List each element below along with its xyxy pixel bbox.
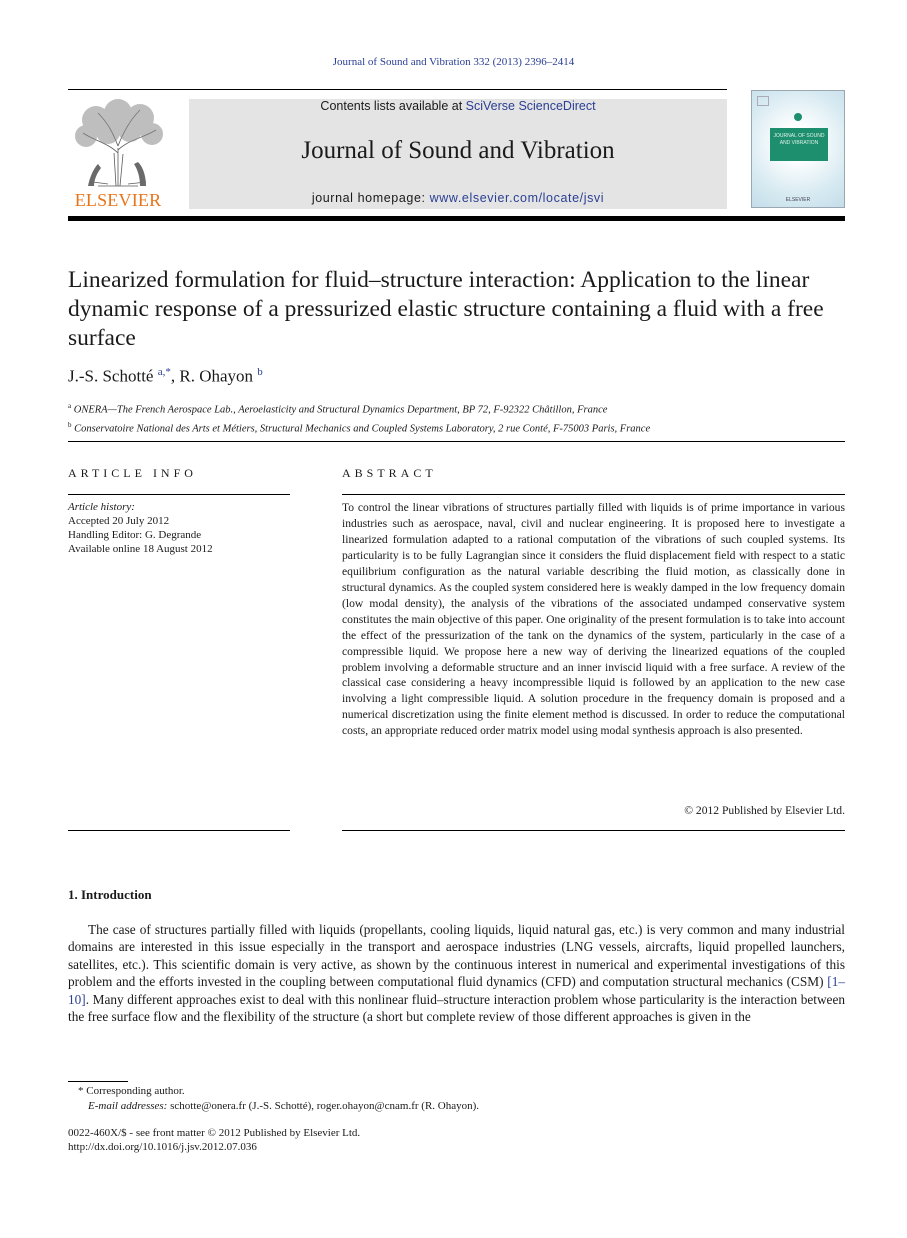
cover-corner-mark	[757, 96, 769, 106]
online-date: Available online 18 August 2012	[68, 543, 213, 555]
article-title: Linearized formulation for fluid–structure interaction: Application to the linear dynamic response of a pressurized elastic structure containing a fluid with a free surface	[68, 267, 824, 351]
section-heading-introduction: 1. Introduction	[68, 887, 152, 902]
footnote-rule	[68, 1081, 128, 1082]
homepage-prefix: journal homepage:	[311, 191, 430, 205]
author-affiliation-mark[interactable]: a,*	[157, 366, 171, 378]
article-history	[68, 500, 290, 556]
introduction-body	[68, 921, 845, 1025]
publisher-name: ELSEVIER	[74, 190, 162, 210]
affiliation-text: ONERA—The French Aerospace Lab., Aeroelasticity and Structural Dynamics Department, BP 72, F-92322 Châtillon, France	[73, 404, 608, 416]
affiliation-mark: a	[68, 402, 72, 410]
title-block-rule	[68, 441, 845, 442]
citation-link[interactable]: [1–10]	[68, 974, 845, 1007]
affiliation-item	[68, 418, 650, 437]
masthead-thick-rule	[68, 216, 845, 221]
author-name[interactable]: R. Ohayon	[179, 366, 254, 386]
journal-cover-image[interactable]	[751, 90, 845, 208]
handling-editor: Handling Editor: G. Degrande	[68, 529, 202, 541]
journal-title: Journal of Sound and Vibration	[301, 137, 615, 164]
corresponding-author-note: * Corresponding author.	[78, 1085, 185, 1097]
cover-title-block: JOURNAL OF SOUND AND VIBRATION	[770, 128, 828, 161]
header-rule	[68, 89, 727, 90]
homepage-link[interactable]: www.elsevier.com/locate/jsvi	[429, 191, 605, 205]
article-info-heading: ARTICLE INFO	[68, 466, 197, 480]
elsevier-tree-icon	[68, 98, 168, 190]
abstract-body: To control the linear vibrations of structures partially filled with liquids is of prime importance in various industries such as aerospace, naval, civil and nuclear engineering. It is proposed here to investigate a linearized formulation adapted to a rational computation of the vibrations of such coupled systems. Its particularity is to be fully Lagrangian since it considers the fluid displacement field with respect to a static equilibrium configuration as the natural variable describing the fluid motion, as classically done in structural dynamics. As the coupled system considered here is weakly damped in the low frequency domain (low modal density), the analysis of the vibrations of the associated undamped conservative system constitutes the main objective of this paper. One originality of the present formulation is to take into account the effect of the pressurization of the tank on the dynamics of the system, particularly in the case of a compressible liquid. We propose here a new way of deriving the linearized equations of the coupled problem involving a deformable structure and an inner inviscid liquid with a free surface. A review of the classical case considering a heavy incompressible liquid is followed by an application to the new case involving a light compressible liquid. A solution procedure in the frequency domain is proposed and a numerical discretization using the finite element method is discussed. In order to reduce the computational costs, an appropriate reduced order matrix model using modal synthesis approach is also presented.	[342, 501, 845, 738]
author-name[interactable]: J.-S. Schotté	[68, 366, 154, 386]
front-matter	[68, 1126, 360, 1154]
accepted-date: Accepted 20 July 2012	[68, 515, 170, 527]
abstract-copyright: © 2012 Published by Elsevier Ltd.	[684, 804, 845, 817]
contents-line	[189, 99, 727, 113]
history-label: Article history:	[68, 501, 135, 513]
intro-text-after-ref: . Many different approaches exist to deal with this nonlinear fluid–structure interaction problem whose particularity is the interaction between the free surface flow and the flexibility of the structure (a short but complete review of those different approaches is given in the	[68, 991, 845, 1025]
sciencedirect-link[interactable]: SciVerse ScienceDirect	[465, 99, 596, 113]
publisher-logo[interactable]	[68, 98, 168, 210]
contents-prefix: Contents lists available at	[320, 99, 466, 113]
cover-publisher: ELSEVIER	[785, 197, 811, 203]
author-affiliation-mark[interactable]: b	[257, 366, 263, 378]
abstract-heading: ABSTRACT	[342, 466, 437, 480]
doi-link[interactable]: http://dx.doi.org/10.1016/j.jsv.2012.07.036	[68, 1141, 257, 1153]
affiliation-item	[68, 399, 650, 418]
article-info-rule	[68, 494, 290, 495]
journal-reference[interactable]: Journal of Sound and Vibration 332 (2013) 2396–2414	[332, 56, 575, 68]
article-info-bottom-rule	[68, 830, 290, 831]
introduction-paragraph	[68, 921, 845, 1025]
email-label: E-mail addresses:	[88, 1100, 168, 1112]
journal-masthead	[189, 99, 727, 209]
email-addresses[interactable]: schotte@onera.fr (J.-S. Schotté), roger.ohayon@cnam.fr (R. Ohayon).	[167, 1100, 480, 1112]
affiliations	[68, 399, 650, 436]
issn-line: 0022-460X/$ - see front matter © 2012 Published by Elsevier Ltd.	[68, 1127, 361, 1139]
affiliation-text: Conservatoire National des Arts et Métiers, Structural Mechanics and Coupled Systems Laboratory, 2 rue Conté, F-75003 Paris, France	[74, 423, 651, 434]
abstract-bottom-rule	[342, 830, 845, 831]
cover-emblem-icon	[794, 113, 802, 121]
author-list	[68, 366, 263, 387]
affiliation-mark: b	[68, 420, 72, 429]
homepage-line	[189, 191, 727, 205]
author-separator: ,	[170, 366, 180, 386]
abstract-rule	[342, 494, 845, 495]
intro-text-before-ref: The case of structures partially filled with liquids (propellants, cooling liquids, liquid natural gas, etc.) is very common and many industrial domains are interested in this issue especially in the transport and aerospace industries (LNG vessels, aircrafts, liquid propelled launchers, satellites, etc.). This scientific domain is very active, as shown by the continuous interest in numerical and experimental investigations of this problem and the efforts invested in the coupling between computational fluid dynamics (CFD) and computation structural mechanics (CSM)	[68, 922, 845, 990]
email-note	[68, 1099, 479, 1114]
footnotes	[68, 1084, 479, 1114]
